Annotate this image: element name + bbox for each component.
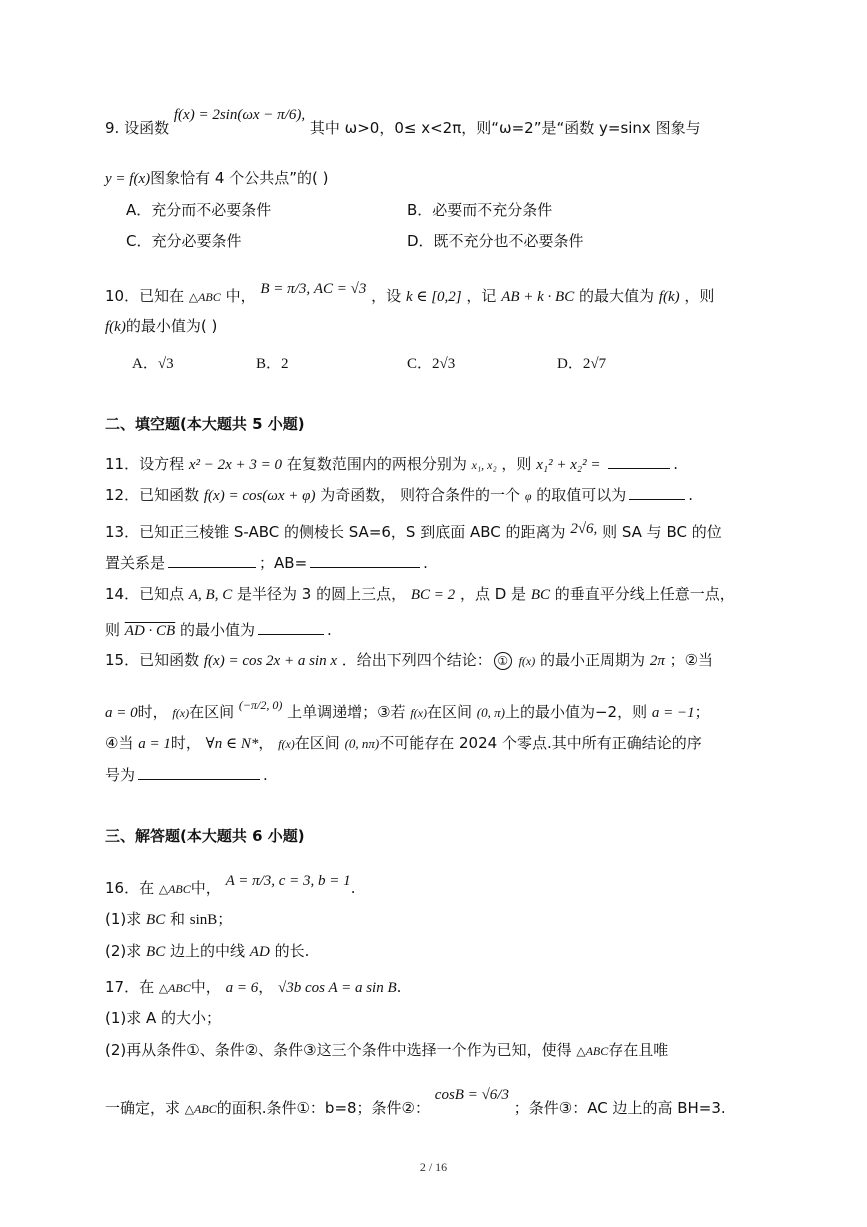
q13-line2-a: 置关系是 [105, 554, 166, 572]
q13-line1 [105, 522, 797, 543]
q10-fk: f(k) [658, 289, 680, 305]
q14-bc2: BC [530, 587, 550, 603]
q15-a-one: a = 1 [138, 736, 171, 752]
q14-points: A, B, C [188, 587, 233, 603]
q15-l2j: ； [694, 703, 710, 721]
q9-line2-func: y = f(x) [105, 171, 151, 187]
q10-given: B = π/3, AC = √3 [260, 281, 367, 297]
q16-p1e: ； [217, 910, 233, 928]
q15-l3c: 时， [170, 734, 201, 752]
q15-l2b: 时， [137, 703, 168, 721]
q15-l4: 号为 [105, 766, 136, 784]
q11-expression: x₁² + x₂² = [536, 457, 601, 473]
q17-triangle: △ABC [158, 981, 191, 995]
q10-option-b: B．2 [256, 356, 289, 372]
q15-l2e: 上单调递增；③若 [287, 703, 406, 721]
q16-triangle: △ABC [158, 882, 191, 896]
q17-l3c: ；条件③：AC 边上的高 BH=3. [513, 1099, 726, 1117]
q17-part1: (1)求 A 的大小； [105, 1009, 222, 1027]
q17-l3-triangle: △ABC [184, 1102, 217, 1116]
q14-line2 [105, 619, 797, 641]
q9-option-b: B．必要而不充分条件 [407, 201, 553, 219]
q14-answer-blank[interactable] [258, 619, 324, 635]
q15-l2d: 在区间 [189, 703, 235, 721]
q14-number: 14．已知点 [105, 585, 185, 603]
q15-text-d: 的最小正周期为 [540, 651, 646, 669]
q12-phi: φ [524, 489, 532, 503]
q11-roots: x₁, x₂ [471, 458, 497, 472]
q17-end: . [396, 978, 402, 996]
q10-line2-fk: f(k) [105, 319, 126, 335]
q16-p2-ad: AD [249, 944, 270, 960]
q15-a-zero: a = 0 [105, 705, 138, 721]
q9-option-a: A．充分而不必要条件 [126, 201, 272, 219]
q15-l2-fx2: f(x) [410, 706, 427, 720]
q13-distance: 2√6, [570, 521, 598, 537]
q17-p2a: (2)再从条件①、条件②、条件③这三个条件中选择一个作为已知，使得 [105, 1041, 572, 1059]
q16-p1-sinb: sinB [189, 912, 218, 928]
q15-end: . [263, 766, 268, 784]
q15-forall: ∀n ∈ N* [205, 736, 259, 752]
q16-number: 16．在 [105, 879, 155, 897]
q9-line1 [105, 107, 797, 139]
q16-p1-bc: BC [146, 912, 166, 928]
q14-bc: BC = 2 [410, 587, 456, 603]
q16-part2 [105, 941, 797, 962]
q17-p2-triangle: △ABC [576, 1044, 609, 1058]
q13-line2-b: ；AB= [259, 554, 308, 572]
q14-vector: AD · CB [124, 623, 176, 639]
q16-line1 [105, 873, 797, 899]
q10-option-a: A．√3 [132, 356, 174, 372]
q17-number: 17．在 [105, 978, 155, 996]
q15-interval-1: (−π/2, 0) [238, 698, 283, 712]
q15-text-b: ．给出下列四个结论： [341, 651, 492, 669]
q15-l3g: 在区间 [294, 734, 340, 752]
q10-text-c: ，设 [371, 287, 402, 305]
q14-text-c: ，点 D 是 [459, 585, 527, 603]
q11-equation: x² − 2x + 3 = 0 [188, 457, 283, 473]
q15-interval-3: (0, nπ) [344, 736, 380, 751]
q15-l3h: 不可能存在 2024 个零点.其中所有正确结论的序 [379, 734, 702, 752]
q15-l2g: 在区间 [426, 703, 472, 721]
q10-text-d: ，记 [466, 287, 497, 305]
q11-end: . [673, 455, 679, 473]
q11-text-b: 在复数范围内的两根分别为 [286, 455, 467, 473]
q10-number: 10．已知在 [105, 287, 185, 305]
q10-line2-text: 的最小值为( ) [125, 317, 218, 335]
q17-p2b: 存在且唯 [608, 1041, 669, 1059]
q10-k-range: k ∈ [0,2] [405, 289, 462, 305]
q15-text-e: ；②当 [669, 651, 714, 669]
q16-p1c: 和 [169, 910, 185, 928]
q17-part2 [105, 1040, 797, 1061]
q14-line2-a: 则 [105, 621, 121, 639]
q17-text-b: 中， [190, 978, 221, 996]
q14-text-d: 的垂直平分线上任意一点， [554, 585, 735, 603]
q12-answer-blank[interactable] [629, 484, 685, 500]
q15-line4 [105, 764, 797, 785]
q9-condition: 其中 ω>0，0≤ x<2π，则“ω=2”是“函数 y=sinx 图象与 [309, 119, 701, 137]
q16-given: A = π/3, c = 3, b = 1 [225, 873, 351, 889]
q16-p2-bc: BC [146, 944, 166, 960]
q13-position-blank[interactable] [168, 552, 256, 568]
q17-cond2: √3b cos A = a sin B [278, 980, 397, 996]
q15-fx: f(x) [518, 654, 536, 668]
q16-p2e: 的长. [274, 942, 310, 960]
q10-expression: AB + k · BC [501, 289, 575, 305]
page-number: 2 / 16 [419, 1160, 448, 1174]
q13-text: 13．已知正三棱锥 S-ABC 的侧棱长 SA=6，S 到底面 ABC 的距离为 [105, 523, 566, 541]
q15-l3-fx: f(x) [278, 737, 295, 751]
q17-l3b: 的面积.条件①：b=8；条件②： [216, 1099, 431, 1117]
q15-answer-blank[interactable] [138, 764, 260, 780]
q9-line2-text: 图象恰有 4 个公共点”的( ) [150, 169, 329, 187]
q13-end: . [423, 554, 428, 572]
q12-text-c: 的取值可以为 [536, 486, 627, 504]
q10-option-d: D．2√7 [557, 356, 607, 372]
q9-number: 9. 设函数 [105, 119, 170, 137]
q11-line [105, 453, 797, 475]
q12-text-b: 为奇函数， 则符合条件的一个 [320, 486, 521, 504]
q16-p2c: 边上的中线 [169, 942, 245, 960]
q9-line2 [105, 168, 797, 189]
q13-text-b: 则 SA 与 BC 的位 [602, 523, 722, 541]
q15-l2h: 上的最小值为−2，则 [504, 703, 648, 721]
q16-p2a: (2)求 [105, 942, 142, 960]
q15-l3a: ④当 [105, 734, 134, 752]
q15-circle-1: ① [494, 652, 512, 670]
q12-function: f(x) = cos(ωx + φ) [203, 488, 316, 504]
q10-line1 [105, 281, 797, 307]
q16-part1 [105, 909, 797, 930]
q17-line3 [105, 1087, 797, 1119]
q9-function: f(x) = 2sin(ωx − π/6), [173, 107, 306, 123]
q10-text-b: 中， [225, 287, 256, 305]
q15-l3e: ， [258, 734, 274, 752]
q15-l2-fx: f(x) [172, 706, 190, 720]
q10-triangle: △ABC [188, 290, 221, 304]
q13-ab-blank[interactable] [310, 552, 420, 568]
section-solution-title: 三、解答题(本大题共 6 小题) [105, 827, 305, 845]
q14-line2-b: 的最小值为 [180, 621, 256, 639]
q15-interval-2: (0, π) [476, 705, 505, 720]
q17-line1 [105, 977, 797, 998]
q13-line2 [105, 552, 797, 573]
q15-function: f(x) = cos 2x + a sin x [203, 653, 337, 669]
q17-cosb: cosB = √6/3 [434, 1087, 509, 1103]
q15-line3 [105, 733, 797, 754]
q16-end: . [350, 879, 356, 897]
q11-answer-blank[interactable] [608, 453, 670, 469]
q15-a-neg1: a = −1 [651, 705, 695, 721]
q17-l3a: 一确定，求 [105, 1099, 181, 1117]
q10-line2 [105, 316, 797, 337]
q15-period: 2π [649, 653, 665, 669]
q9-option-c: C．充分必要条件 [126, 232, 242, 250]
q15-line1 [105, 650, 797, 671]
q17-text-c: ， [258, 978, 274, 996]
q12-number: 12．已知函数 [105, 486, 200, 504]
q12-line [105, 484, 797, 506]
q9-option-d: D．既不充分也不必要条件 [407, 232, 584, 250]
q10-text-e: 的最大值为 [579, 287, 655, 305]
q17-cond1: a = 6 [225, 980, 259, 996]
q14-end: . [327, 621, 332, 639]
q16-text-b: 中， [190, 879, 221, 897]
q12-end: . [688, 486, 694, 504]
q11-text-c: ，则 [501, 455, 532, 473]
q15-number: 15．已知函数 [105, 651, 200, 669]
q11-number: 11．设方程 [105, 455, 185, 473]
q14-line1 [105, 584, 797, 605]
q10-text-f: ，则 [684, 287, 715, 305]
q14-text-b: 是半径为 3 的圆上三点， [237, 585, 407, 603]
q15-line2 [105, 698, 797, 723]
q10-option-c: C．2√3 [407, 356, 456, 372]
q16-p1a: (1)求 [105, 910, 142, 928]
section-fill-in-title: 二、填空题(本大题共 5 小题) [105, 415, 305, 433]
